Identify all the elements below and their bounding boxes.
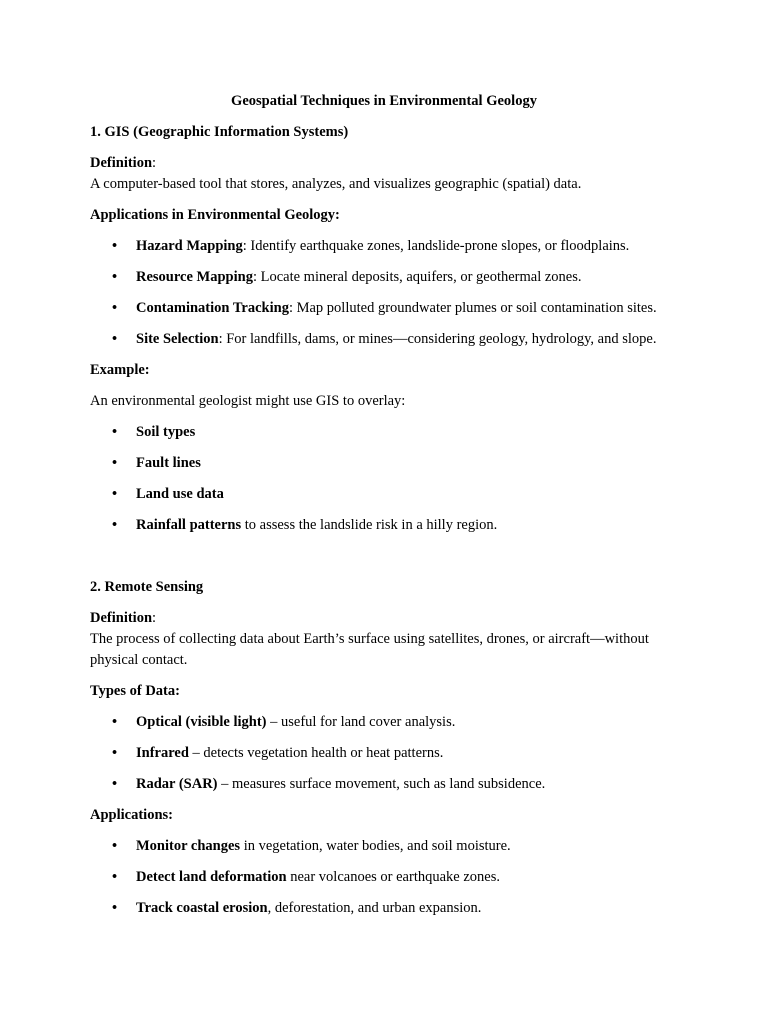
bullet: • [112, 900, 118, 916]
list-item-bold: Hazard Mapping [136, 238, 243, 254]
list-item-text: to assess the landslide risk in a hilly region. [241, 517, 498, 533]
bullet: • [112, 331, 118, 347]
list-item-bold: Contamination Tracking [136, 300, 289, 316]
definition-colon: : [152, 610, 157, 626]
list-item-bold: Monitor changes [136, 838, 241, 854]
bullet: • [112, 776, 118, 792]
list-item [136, 899, 481, 917]
section-2-applications-heading: Applications: [90, 807, 173, 823]
list-item-bold: Rainfall patterns [136, 517, 242, 533]
list-item-bold: Resource Mapping [136, 269, 253, 285]
list-item-bold: Site Selection [136, 331, 219, 347]
list-item-text: : Locate mineral deposits, aquifers, or geothermal zones. [252, 269, 582, 285]
list-item-bold: Optical (visible light) [136, 714, 267, 730]
section-1-heading: 1. GIS (Geographic Information Systems) [90, 124, 349, 140]
bullet: • [112, 238, 118, 254]
list-item-text: , deforestation, and urban expansion. [267, 900, 482, 916]
list-item-text: : For landfills, dams, or mines—considering geology, hydrology, and slope. [218, 331, 657, 347]
bullet: • [112, 269, 118, 285]
section-2-definition-line-2: physical contact. [90, 652, 188, 668]
list-item-text: : Map polluted groundwater plumes or soil contamination sites. [288, 300, 657, 316]
list-item-bold: Detect land deformation [136, 869, 287, 885]
bullet: • [112, 300, 118, 316]
bullet: • [112, 486, 118, 502]
list-item [136, 775, 545, 793]
list-item-bold: Land use data [136, 486, 224, 502]
list-item-text: – detects vegetation health or heat patterns. [188, 745, 444, 761]
section-2-heading: 2. Remote Sensing [90, 579, 204, 595]
list-item-bold: Track coastal erosion [136, 900, 268, 916]
bullet: • [112, 455, 118, 471]
list-item [136, 268, 582, 286]
section-1-applications-heading: Applications in Environmental Geology: [90, 207, 340, 223]
list-item-text: in vegetation, water bodies, and soil moisture. [240, 838, 511, 854]
section-1-definition-label [90, 154, 156, 172]
list-item [136, 237, 629, 255]
section-2-definition-line-1: The process of collecting data about Earth’s surface using satellites, drones, or aircraft—without [90, 631, 649, 647]
list-item-text: – useful for land cover analysis. [266, 714, 456, 730]
definition-colon: : [152, 155, 157, 171]
section-1-example-heading: Example: [90, 362, 150, 378]
definition-label: Definition [90, 610, 153, 626]
bullet: • [112, 869, 118, 885]
list-item [136, 837, 511, 855]
bullet: • [112, 517, 118, 533]
bullet: • [112, 745, 118, 761]
list-item-bold: Radar (SAR) [136, 776, 218, 792]
definition-label: Definition [90, 155, 153, 171]
bullet: • [112, 714, 118, 730]
list-item-text: – measures surface movement, such as land subsidence. [217, 776, 546, 792]
list-item [136, 868, 500, 886]
bullet: • [112, 838, 118, 854]
document-title: Geospatial Techniques in Environmental Geology [231, 93, 537, 109]
list-item [136, 744, 443, 762]
section-1-example-intro: An environmental geologist might use GIS to overlay: [90, 393, 406, 409]
bullet: • [112, 424, 118, 440]
list-item [136, 454, 201, 472]
section-2-definition-label [90, 609, 156, 627]
list-item [136, 516, 497, 534]
list-item [136, 299, 657, 317]
list-item-bold: Infrared [136, 745, 189, 761]
list-item [136, 485, 224, 503]
section-2-types-heading: Types of Data: [90, 683, 180, 699]
list-item-text: : Identify earthquake zones, landslide-prone slopes, or floodplains. [242, 238, 630, 254]
section-1-definition-text: A computer-based tool that stores, analyzes, and visualizes geographic (spatial) data. [90, 176, 582, 192]
list-item [136, 423, 195, 441]
list-item [136, 330, 656, 348]
list-item [136, 713, 455, 731]
list-item-bold: Soil types [136, 424, 196, 440]
list-item-text: near volcanoes or earthquake zones. [286, 869, 500, 885]
list-item-bold: Fault lines [136, 455, 201, 471]
